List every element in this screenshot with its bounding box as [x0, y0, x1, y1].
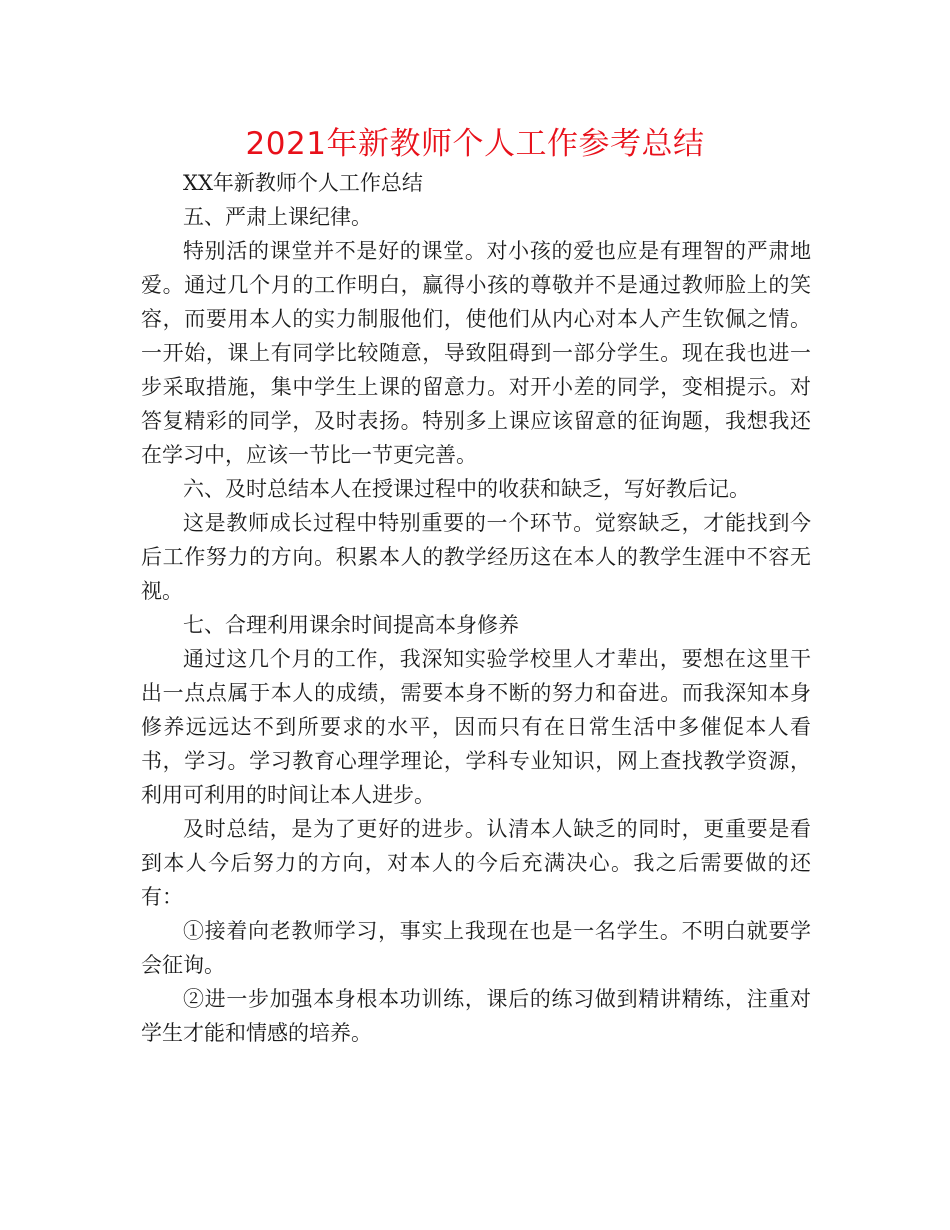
paragraph: 这是教师成长过程中特别重要的一个环节。觉察缺乏，才能找到今后工作努力的方向。积累本人的教学经历这在本人的教学生涯中不容无视。 — [141, 511, 811, 603]
list-item-2: ②进一步加强本身根本功训练，课后的练习做到精讲精练，注重对学生才能和情感的培养。 — [141, 987, 811, 1045]
paragraph: 及时总结，是为了更好的进步。认清本人缺乏的同时，更重要是看到本人今后努力的方向，对本人的今后充满决心。我之后需要做的还有： — [141, 817, 811, 909]
document-body — [141, 166, 811, 1050]
paragraph-heading-5: 五、严肃上课纪律。 — [183, 205, 372, 229]
paragraph-heading-7: 七、合理利用课余时间提高本身修养 — [183, 613, 519, 637]
paragraph-heading-6: 六、及时总结本人在授课过程中的收获和缺乏，写好教后记。 — [183, 477, 750, 501]
document-title: 2021年新教师个人工作参考总结 — [245, 126, 705, 162]
list-item-1: ①接着向老教师学习，事实上我现在也是一名学生。不明白就要学会征询。 — [141, 919, 811, 977]
paragraph: 通过这几个月的工作，我深知实验学校里人才辈出，要想在这里干出一点点属于本人的成绩，需要本身不断的努力和奋进。而我深知本身修养远远达不到所要求的水平，因而只有在日常生活中多催促本人看书，学习。学习教育心理学理论，学科专业知识，网上查找教学资源，利用可利用的时间让本人进步。 — [141, 647, 811, 807]
paragraph-subtitle: XX年新教师个人工作总结 — [183, 171, 423, 195]
paragraph: 特别活的课堂并不是好的课堂。对小孩的爱也应是有理智的严肃地爱。通过几个月的工作明白，赢得小孩的尊敬并不是通过教师脸上的笑容，而要用本人的实力制服他们，使他们从内心对本人产生钦佩之情。一开始，课上有同学比较随意，导致阻碍到一部分学生。现在我也进一步采取措施，集中学生上课的留意力。对开小差的同学，变相提示。对答复精彩的同学，及时表扬。特别多上课应该留意的征询题，我想我还在学习中，应该一节比一节更完善。 — [141, 239, 811, 467]
